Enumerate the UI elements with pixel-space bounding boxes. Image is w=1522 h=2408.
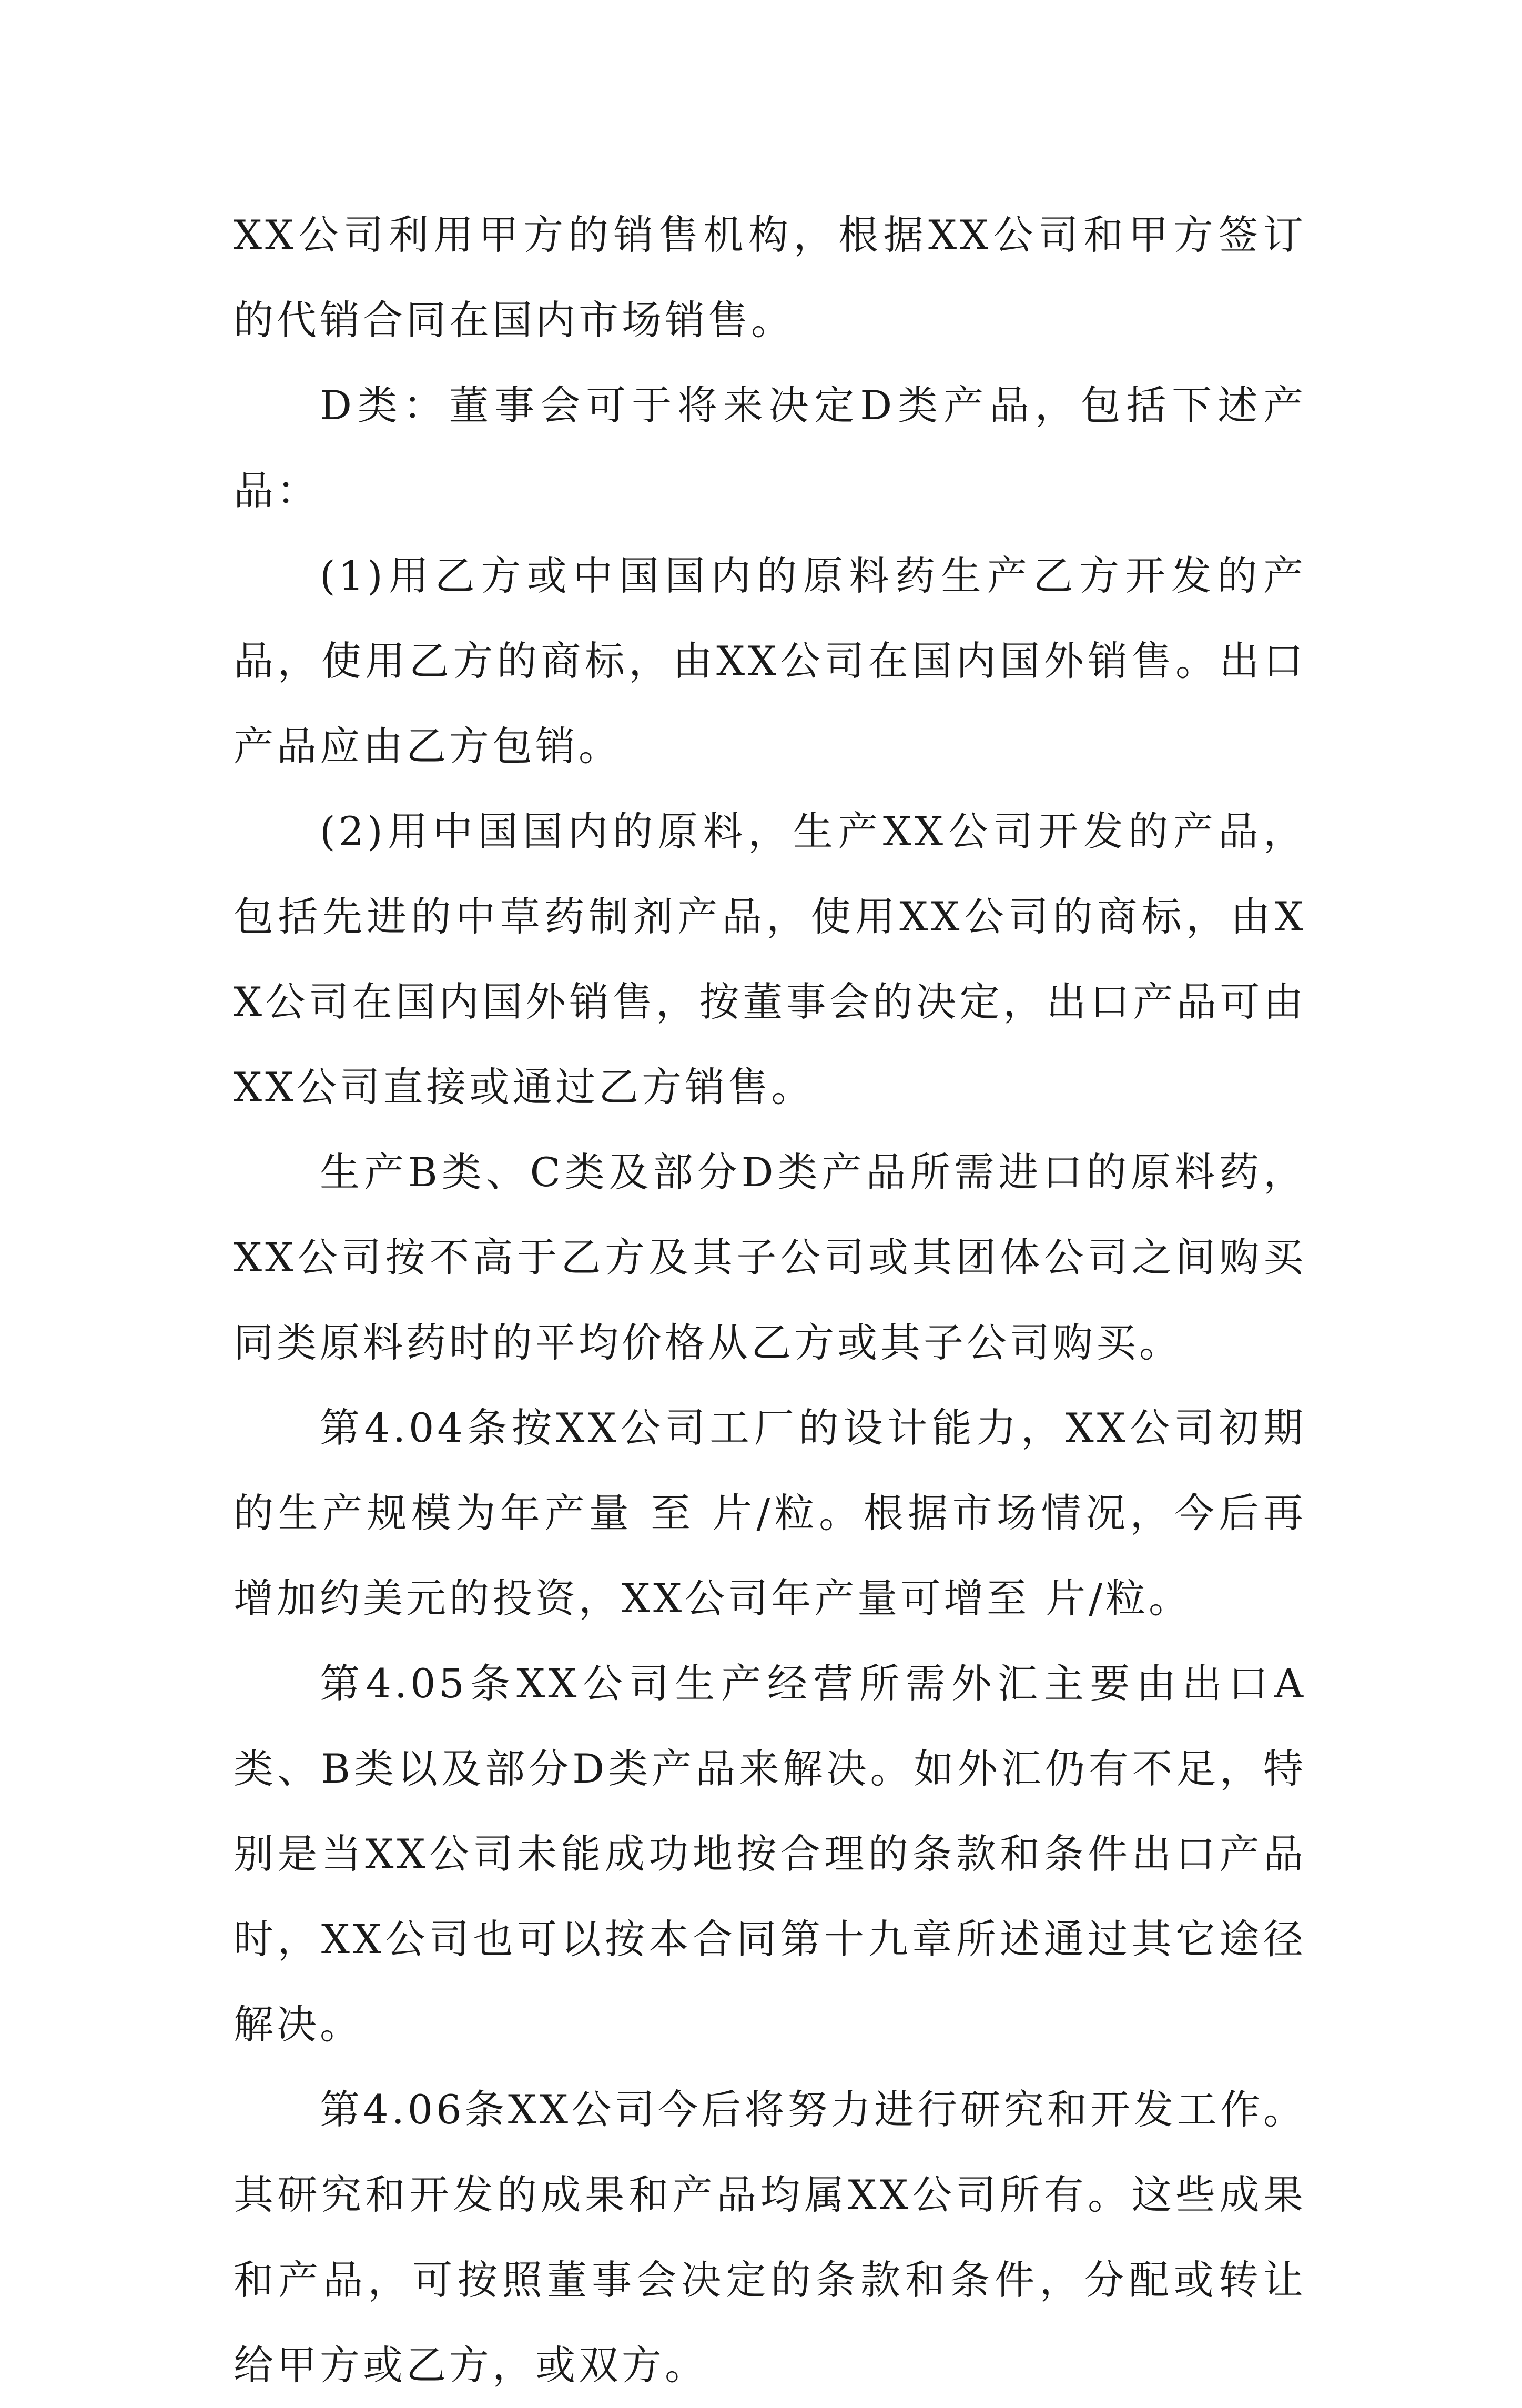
paragraph-class-d: D类：董事会可于将来决定D类产品，包括下述产品： (234, 382, 1306, 514)
paragraph-article-4-05: 第4.05条XX公司生产经营所需外汇主要由出口A类、B类以及部分D类产品来解决。如外汇仍有不足，特别是当XX公司未能成功地按合理的条款和条件出口产品时，XX公司也可以按本合同第十九章所述通过其它途径解决。 (234, 1660, 1306, 2048)
paragraph-article-4-04: 第4.04条按XX公司工厂的设计能力，XX公司初期的生产规模为年产量 至 片/粒。根据市场情况，今后再增加约美元的投资，XX公司年产量可增至 片/粒。 (234, 1404, 1306, 1622)
paragraph-raw-materials: 生产B类、C类及部分D类产品所需进口的原料药，XX公司按不高于乙方及其子公司或其团体公司之间购买同类原料药时的平均价格从乙方或其子公司购买。 (234, 1149, 1306, 1366)
paragraph-article-4-06: 第4.06条XX公司今后将努力进行研究和开发工作。其研究和开发的成果和产品均属XX公司所有。这些成果和产品，可按照董事会决定的条款和条件，分配或转让给甲方或乙方，或双方。 (234, 2086, 1306, 2389)
paragraph-item-1: (1)用乙方或中国国内的原料药生产乙方开发的产品，使用乙方的商标，由XX公司在国内国外销售。出口产品应由乙方包销。 (234, 552, 1306, 770)
paragraph-continuation: XX公司利用甲方的销售机构，根据XX公司和甲方签订的代销合同在国内市场销售。 (234, 211, 1306, 343)
document-body (234, 193, 1306, 2408)
paragraph-item-2: (2)用中国国内的原料，生产XX公司开发的产品，包括先进的中草药制剂产品，使用XX公司的商标，由XX公司在国内国外销售，按董事会的决定，出口产品可由XX公司直接或通过乙方销售。 (234, 808, 1306, 1110)
